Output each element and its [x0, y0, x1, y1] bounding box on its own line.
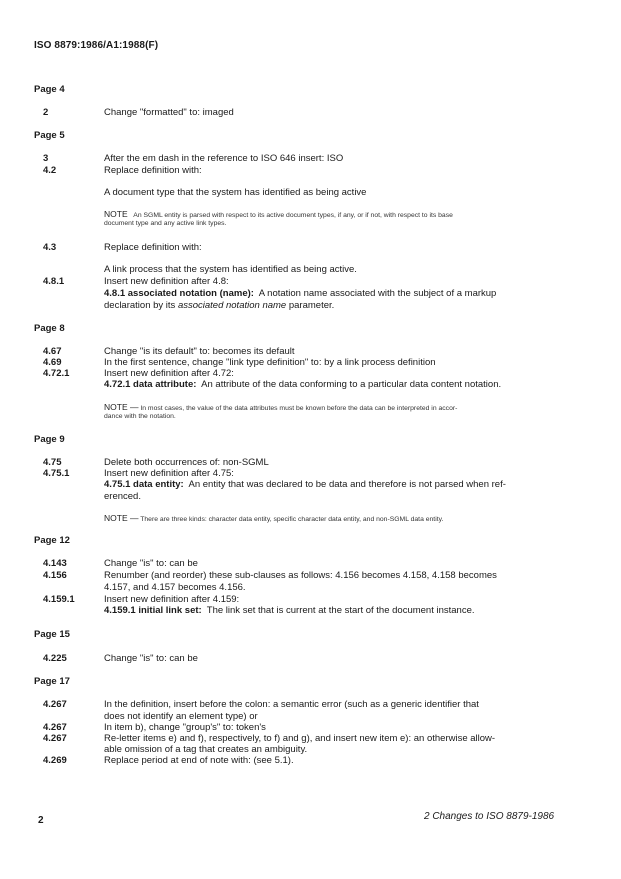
clause-number: 4.8.1 [43, 276, 65, 287]
note-label: NOTE — [104, 402, 139, 412]
clause-number: 3 [43, 153, 49, 164]
change-text: able omission of a tag that creates an ambiguity. [104, 744, 308, 755]
clause-number: 4.72.1 [43, 368, 70, 379]
clause-number: 4.143 [43, 558, 67, 569]
change-text: Re-letter items e) and f), respectively, to f) and g), and insert new item e): an otherwise allow- [104, 733, 496, 744]
definition-text: 4.72.1 data attribute: An attribute of the data conforming to a particular data content notation. [104, 379, 502, 390]
clause-number: 2 [43, 107, 49, 118]
clause-number: 4.3 [43, 242, 57, 253]
definition-text: erenced. [104, 491, 141, 502]
note-line: NOTE An SGML entity is parsed with respect to its active document types, if any, or if not, with respect to its base [104, 209, 453, 219]
note-line: document type and any active link types. [104, 220, 227, 227]
change-text: In the first sentence, change "link type definition" to: by a link process definition [104, 357, 436, 368]
change-text: Delete both occurrences of: non-SGML [104, 457, 269, 468]
definition-text: declaration by its associated notation name parameter. [104, 300, 335, 311]
definition-text: 4.159.1 initial link set: The link set that is current at the start of the document instance. [104, 605, 475, 616]
change-text: Replace period at end of note with: (see 5.1). [104, 755, 294, 766]
clause-number: 4.267 [43, 699, 67, 710]
definition-text: 4.8.1 associated notation (name): A notation name associated with the subject of a markup [104, 288, 497, 299]
change-text: Insert new definition after 4.75: [104, 468, 234, 479]
page-heading: Page 5 [34, 130, 65, 141]
footer-title: 2 Changes to ISO 8879-1986 [424, 811, 555, 822]
change-text: Change "formatted" to: imaged [104, 107, 234, 118]
clause-number: 4.69 [43, 357, 62, 368]
note-line: NOTE — In most cases, the value of the data attributes must be known before the data can be interpreted in accor- [104, 402, 458, 412]
change-text: Replace definition with: [104, 242, 202, 253]
defined-term: 4.159.1 initial link set: [104, 605, 202, 616]
page-heading: Page 15 [34, 629, 70, 640]
defined-term: 4.72.1 data attribute: [104, 379, 197, 390]
change-text: Change "is its default" to: becomes its default [104, 346, 295, 357]
change-text: Insert new definition after 4.159: [104, 594, 240, 605]
change-text: Change "is" to: can be [104, 653, 198, 664]
change-text: In the definition, insert before the colon: a semantic error (such as a generic identifier that [104, 699, 479, 710]
document-header: ISO 8879:1986/A1:1988(F) [34, 40, 159, 51]
footer-page-number: 2 [38, 815, 44, 826]
note-label: NOTE [104, 209, 128, 219]
page-heading: Page 8 [34, 323, 65, 334]
clause-number: 4.156 [43, 570, 67, 581]
defined-term: 4.8.1 associated notation (name): [104, 288, 254, 299]
change-text: Insert new definition after 4.72: [104, 368, 234, 379]
change-text: 4.157, and 4.157 becomes 4.156. [104, 582, 246, 593]
clause-number: 4.159.1 [43, 594, 75, 605]
definition-text: A link process that the system has identified as being active. [104, 264, 357, 275]
note-label: NOTE — [104, 513, 139, 523]
change-text: Insert new definition after 4.8: [104, 276, 229, 287]
page-heading: Page 17 [34, 676, 70, 687]
change-text: In item b), change "group's" to: token's [104, 722, 266, 733]
clause-number: 4.2 [43, 165, 57, 176]
defined-term: 4.75.1 data entity: [104, 479, 184, 490]
change-text: Replace definition with: [104, 165, 202, 176]
clause-number: 4.267 [43, 733, 67, 744]
clause-number: 4.75 [43, 457, 62, 468]
definition-text: 4.75.1 data entity: An entity that was declared to be data and therefore is not parsed when ref- [104, 479, 506, 490]
page-heading: Page 4 [34, 84, 65, 95]
clause-number: 4.225 [43, 653, 67, 664]
clause-number: 4.269 [43, 755, 67, 766]
clause-number: 4.75.1 [43, 468, 70, 479]
clause-number: 4.267 [43, 722, 67, 733]
note-line: dance with the notation. [104, 413, 176, 420]
note-line: NOTE — There are three kinds: character data entity, specific character data entity, and non-SGML data entity. [104, 513, 444, 523]
change-text: Renumber (and reorder) these sub-clauses as follows: 4.156 becomes 4.158, 4.158 becomes [104, 570, 497, 581]
change-text: Change "is" to: can be [104, 558, 198, 569]
change-text: After the em dash in the reference to ISO 646 insert: ISO [104, 153, 344, 164]
clause-number: 4.67 [43, 346, 62, 357]
definition-text: A document type that the system has identified as being active [104, 187, 367, 198]
page-heading: Page 12 [34, 535, 70, 546]
page-heading: Page 9 [34, 434, 65, 445]
change-text: does not identify an element type) or [104, 711, 258, 722]
